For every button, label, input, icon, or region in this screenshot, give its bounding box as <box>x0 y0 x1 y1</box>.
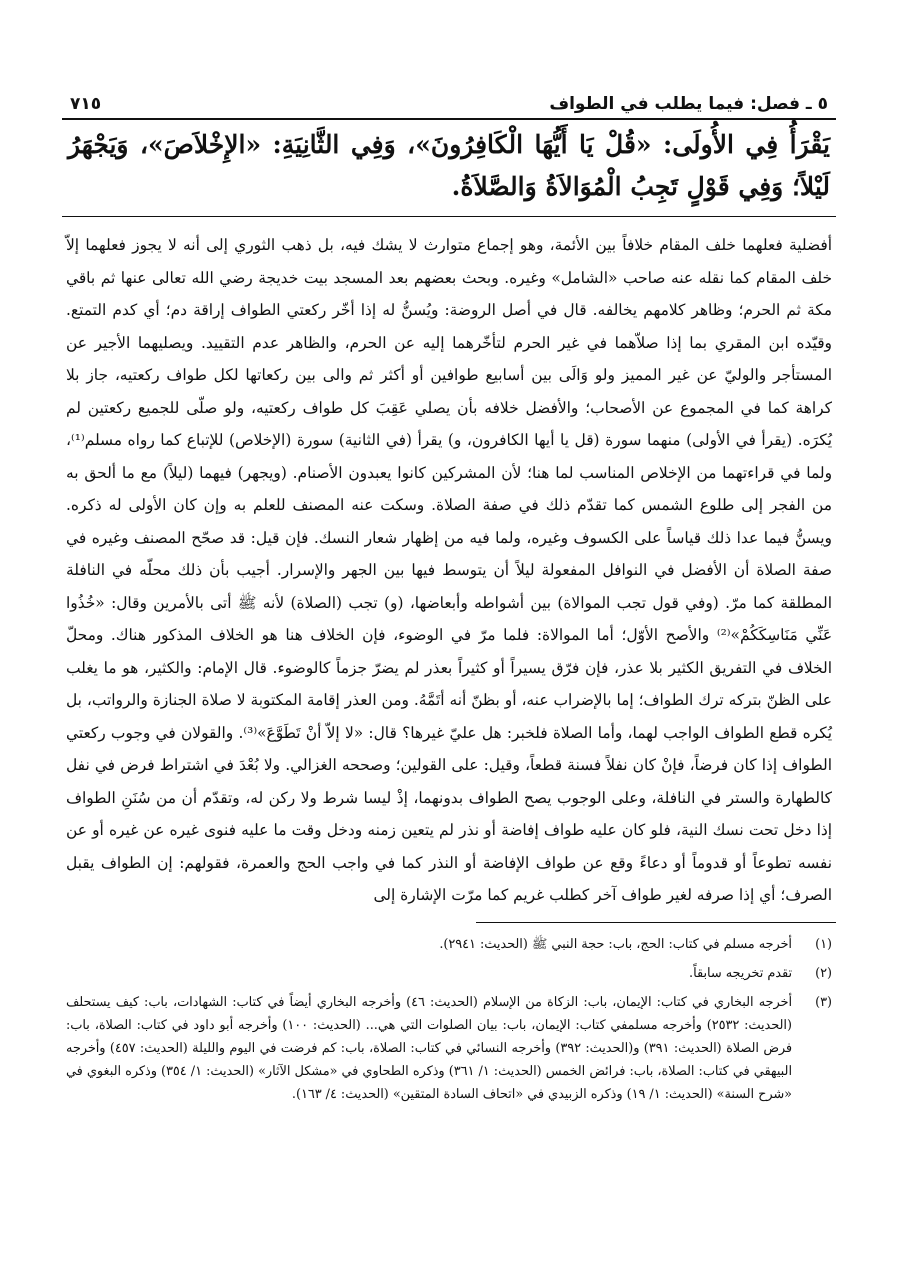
footnote <box>62 962 836 985</box>
footnotes <box>62 933 836 1106</box>
page-number: ٧١٥ <box>70 94 102 114</box>
footnote-number: (٢) <box>815 965 832 981</box>
footnote-text: أخرجه مسلم في كتاب: الحج، باب: حجة النبي ﷺ (الحديث: ٢٩٤١). <box>439 936 792 952</box>
footnote-number: (١) <box>815 936 832 952</box>
footnote-number: (٣) <box>815 994 832 1010</box>
running-header <box>62 78 836 120</box>
chapter-title: ٥ ـ فصل: فيما يطلب في الطواف <box>549 94 828 114</box>
footnote <box>62 933 836 956</box>
main-text: يَقْرَأُ فِي الأُولَى: «قُلْ يَا أَيُّهَا الْكَافِرُونَ»، وَفِي الثَّانِيَةِ: «الإِخْلاَصَ»، وَيَجْهَرُ لَيْلاً؛ وَفِي قَوْلٍ تَجِبُ الْمُوَالاَةُ وَالصَّلاَةُ. <box>68 130 830 201</box>
section-divider <box>62 216 836 217</box>
commentary-text: أفضلية فعلهما خلف المقام خلافاً بين الأئمة، وهو إجماع متوارث لا يشك فيه، بل ذهب الثوري إلى أنه لا يجوز فعلهما إلاّ خلف المقام كما نقله عنه صاحب «الشامل» وغيره. وبحث بعضهم بعد المسجد بيت خديجة رضي الله تعالى عنها ثم باقي مكة ثم الحرم؛ وظاهر كلامهم يخالفه. قال في أصل الروضة: ويُسنُّ له إذا أخّر ركعتي الطواف إراقة دم؛ أي كدم التمتع. وقيّده ابن المقري بما إذا صلاّهما في غير الحرم لتأخّرهما إليه عن الحرم، والظاهر عدم التقييد. ويصليهما الأجير عن المستأجر والوليّ عن غير المميز ولو وَالَى بين أسابيع طوافين أو أكثر ثم والى بين ركعاتها لكل طواف ركعتيه، جاز بلا كراهة كما في المجموع عن الأصحاب؛ والأفضل خلافه بأن يصلي عَقِبَ كل طواف ركعتيه، ولو صلّى للجميع ركعتين لم يُكرَه. (يقرأ في الأولى) منهما سورة (قل يا أيها الكافرون، و) يقرأ (في الثانية) سورة (الإخلاص) للإتباع كما رواه مسلم⁽¹⁾، ولما في قراءتهما من الإخلاص المناسب لما هنا؛ لأن المشركين كانوا يعبدون الأصنام. (ويجهر) فيهما (ليلاً) مع ما ألحق به من الفجر إلى طلوع الشمس كما تقدّم ذلك في صفة الصلاة. وسكت عنه المصنف للعلم به وإن كان الأولى له ذكره. ويسنُّ فيما عدا ذلك قياساً على الكسوف وغيره، ولما فيه من إظهار شعار النسك. فإن قيل: قد صحّح المصنف وغيره في صفة الصلاة أن الأفضل في النوافل المفعولة ليلاً أن يتوسط فيها بين الجهر والإسرار. أجيب بأن ذلك محلّه في النافلة المطلقة كما مرّ. (وفي قول تجب الموالاة) بين أشواطه وأبعاضها، (و) تجب (الصلاة) لأنه ﷺ أتى بالأمرين وقال: «خُذُوا عَنِّي مَنَاسِكَكُمْ»⁽²⁾ والأصح الأوّل؛ أما الموالاة: فلما مرّ في الوضوء، فإن الخلاف هنا هو الخلاف المذكور هناك. ومحلّ الخلاف في التفريق الكثير بلا عذر، فإن فرّق يسيراً أو كثيراً بعذر لم يضرّ جزماً كالوضوء. قال الإمام: والكثير، هو ما يغلب على الظنّ بتركه ترك الطواف؛ إما بالإضراب عنه، أو بظنّ أنه أتَمَّهُ. ومن العذر إقامة المكتوبة لا صلاة الجنازة والرواتب، بل يُكره قطع الطواف الواجب لهما، وأما الصلاة فلخبر: هل عليّ غيرها؟ قال: «لا إلاّ أنْ تَطَوَّعَ»⁽³⁾. والقولان في وجوب ركعتي الطواف إذا كان فرضاً، فإنْ كان نفلاً فسنة قطعاً، وقيل: على القولين؛ وصححه الغزالي. ولا بُعْدَ في اشتراط فرض في نفل كالطهارة والستر في النافلة، وعلى الوجوب يصح الطواف بدونهما، إذْ ليسا شرط ولا ركن له، وتقدّم أن من سُنَنِ الطواف إذا دخل تحت نسك النية، فلو كان عليه طواف إفاضة أو نذر لم يتعين زمنه ودخل وقت ما عليه فنوى غيره عن غيره أو عن نفسه تطوعاً أو قدوماً أو دعاءً وقع عن طواف الإفاضة أو النذر كما في واجب الحج والعمرة، فقولهم: إن الطواف يقبل الصرف؛ أي إذا صرفه لغير طواف آخر كطلب غريم كما مرّت الإشارة إلى <box>66 236 833 904</box>
footnote <box>62 991 836 1106</box>
footnote-text: أخرجه البخاري في كتاب: الإيمان، باب: الزكاة من الإسلام (الحديث: ٤٦) وأخرجه البخاري أيضاً في كتاب: الشهادات، باب: كيف يستحلف (الحديث: ٢٥٣٢) وأخرجه مسلمفي كتاب: الإيمان، باب: بيان الصلوات التي هي... (الحديث: ١٠٠) وأخرجه أبو داود في كتاب: الصلاة، باب: فرض الصلاة (الحديث: ٣٩١) و(الحديث: ٣٩٢) وأخرجه النسائي في كتاب: الصلاة، باب: كم فرضت في اليوم والليلة (الحديث: ٤٥٧) وأخرجه البيهقي في كتاب: الصلاة، باب: فرائض الخمس (الحديث: ١/ ٣٦١) وذكره الطحاوي في «مشكل الآثار» (الحديث: ١/ ٣٥٤) وذكره البغوي في «شرح السنة» (الحديث: ١/ ١٩) وذكره الزبيدي في «اتحاف السادة المتقين» (الحديث: ٤/ ١٦٣). <box>66 994 793 1102</box>
footnote-text: تقدم تخريجه سابقاً. <box>689 965 792 981</box>
footnote-divider <box>476 922 836 923</box>
